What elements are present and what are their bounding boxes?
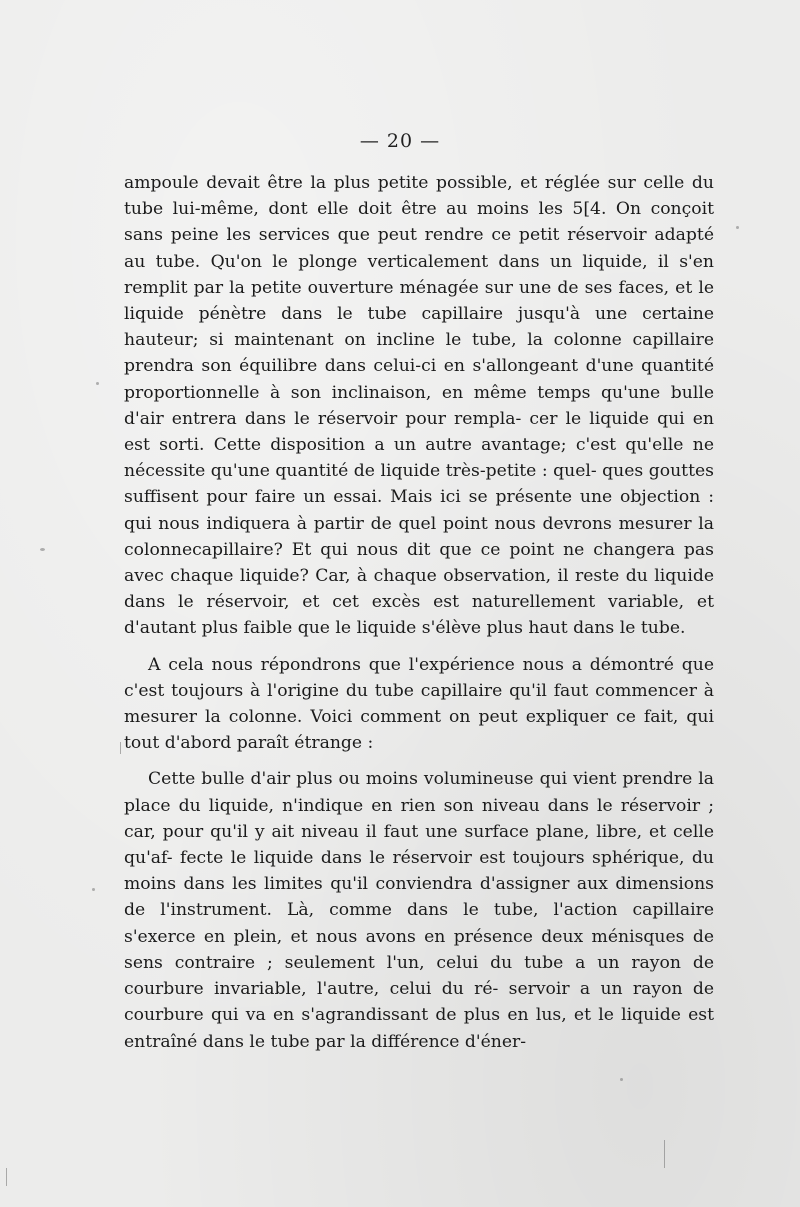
scan-speck (40, 548, 45, 551)
paragraph-3: Cette bulle d'air plus ou moins volumineuse qui vient prendre la place du liquide, n'indique en rien son niveau dans le réservoir ; car, pour qu'il y ait niveau il faut une surface plane, libre, et celle qu'af- fecte le liquide dans le réservoir est toujours sphérique, du moins dans les limites qu'il conviendra d'assigner aux dimensions de l'instrument. Là, comme dans le tube, l'action capillaire s'exerce en plein, et nous avons en présence deux ménisques de sens contraire ; seulement l'un, celui du tube a un rayon de courbure invariable, l'autre, celui du ré- servoir a un rayon de courbure qui va en s'agrandissant de plus en lus, et le liquide est entraîné dans le tube par la différence d'éner- (124, 769, 714, 1052)
scan-mark (120, 742, 121, 754)
page-number: — 20 — (359, 130, 441, 152)
body-text (124, 170, 714, 1055)
scan-mark (664, 1140, 665, 1168)
scan-speck (736, 226, 739, 229)
paragraph-2: A cela nous répondrons que l'expérience nous a démontré que c'est toujours à l'origine du tube capillaire qu'il faut commencer à mesurer la colonne. Voici comment on peut expliquer ce fait, qui tout d'abord paraît étrange : (124, 654, 714, 754)
scan-speck (96, 382, 99, 385)
scan-speck (620, 1078, 623, 1081)
scan-speck (92, 888, 95, 891)
scan-mark (6, 1168, 7, 1186)
paragraph-1: ampoule devait être la plus petite possible, et réglée sur celle du tube lui-même, dont elle doit être au moins les 5[4. On conçoit sans peine les services que peut rendre ce petit réservoir adapté au tube. Qu'on le plonge verticalement dans un liquide, il s'en remplit par la petite ouverture ménagée sur une de ses faces, et le liquide pénètre dans le tube capillaire jusqu'à une certaine hauteur; si maintenant on incline le tube, la colonne capillaire prendra son équilibre dans celui-ci en s'allongeant d'une quantité proportionnelle à son inclinaison, en même temps qu'une bulle d'air entrera dans le réservoir pour rempla- cer le liquide qui en est sorti. Cette disposition a un autre avantage; c'est qu'elle ne nécessite qu'une quantité de liquide très-petite : quel- ques gouttes suffisent pour faire un essai. Mais ici se présente une objection : qui nous indiquera à partir de quel point nous devrons mesurer la colonnecapillaire? Et qui nous dit que ce point ne changera pas avec chaque liquide? Car, à chaque observation, il reste du liquide dans le réservoir, et cet excès est naturellement variable, et d'autant plus faible que le liquide s'élève plus haut dans le tube. (124, 173, 714, 639)
